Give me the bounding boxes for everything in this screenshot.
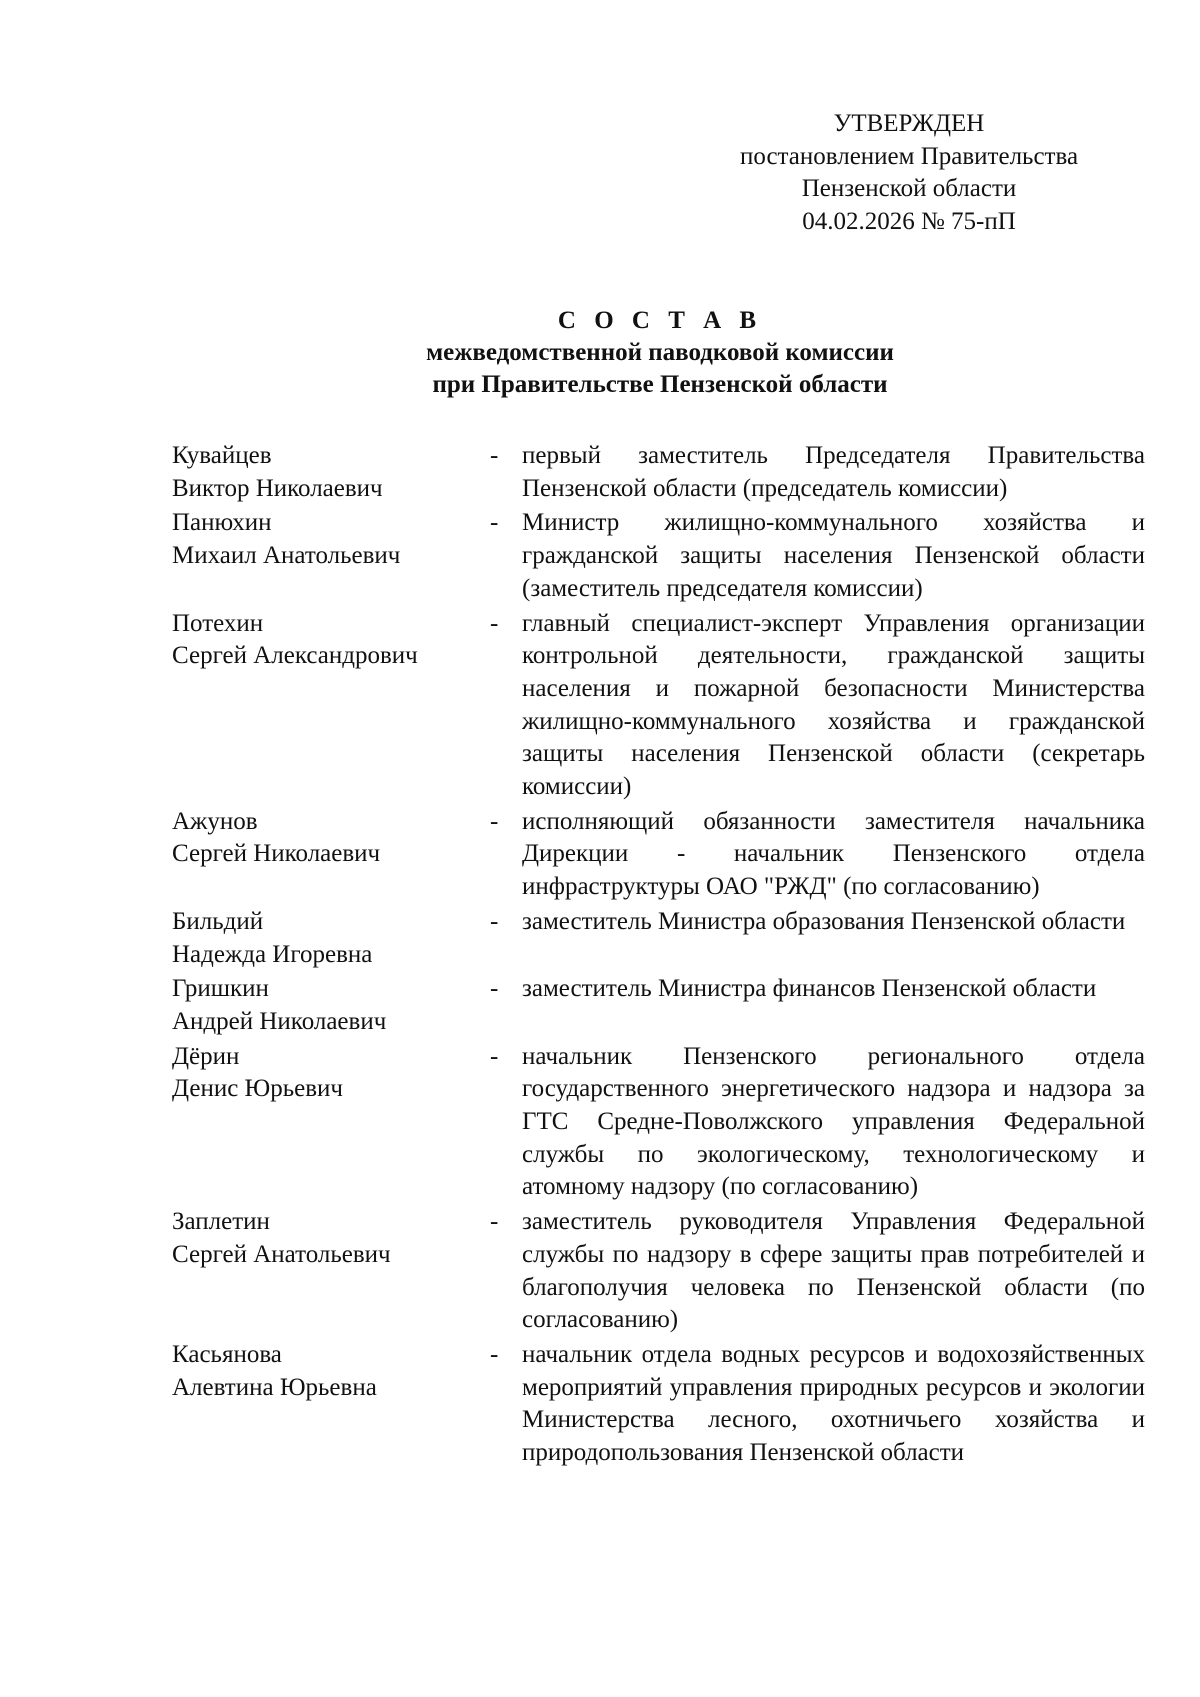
title-subheading-2: при Правительстве Пензенской области	[432, 371, 888, 398]
separator-dash: -	[490, 609, 499, 637]
approval-line-approved: УТВЕРЖДЕН	[833, 110, 985, 137]
member-row	[172, 1206, 1150, 1337]
separator-dash: -	[490, 442, 499, 469]
member-surname: Панюхин	[172, 509, 272, 537]
member-surname: Дёрин	[172, 1042, 240, 1070]
member-row	[172, 806, 1150, 904]
approval-line-decree: постановлением Правительства	[739, 142, 1079, 170]
member-surname: Потехин	[172, 609, 264, 637]
member-role: заместитель Министра финансов Пензенской области	[522, 975, 1097, 1003]
title-subheading: межведомственной паводковой комиссии	[426, 339, 894, 366]
member-given-names: Андрей Николаевич	[172, 1007, 387, 1035]
member-given-names: Сергей Николаевич	[172, 840, 381, 868]
member-role: исполняющий обязанности заместителя начальника Дирекции - начальник Пензенского отдела инфраструктуры ОАО "РЖД" (по согласованию)	[522, 807, 1145, 901]
member-name	[172, 806, 490, 871]
member-given-names: Алевтина Юрьевна	[172, 1373, 377, 1401]
separator-dash: -	[490, 509, 499, 537]
member-given-names: Сергей Александрович	[172, 642, 418, 670]
member-role: первый заместитель Председателя Правительства Пензенской области (председатель комиссии)	[522, 442, 1145, 502]
member-given-names: Михаил Анатольевич	[172, 542, 401, 570]
member-row	[172, 973, 1150, 1038]
separator-dash: -	[490, 1340, 499, 1368]
member-role: заместитель руководителя Управления Федеральной службы по надзору в сфере защиты прав потребителей и благополучия человека по Пензенской области (по согласованию)	[522, 1208, 1145, 1334]
member-row	[172, 1041, 1150, 1205]
separator-dash: -	[490, 1208, 499, 1236]
member-row	[172, 507, 1150, 605]
member-role: Министр жилищно-коммунального хозяйства и гражданской защиты населения Пензенской области (заместитель председателя комиссии)	[522, 509, 1145, 602]
member-row	[172, 906, 1150, 971]
member-role: начальник Пензенского регионального отдела государственного энергетического надзора и надзора за ГТС Средне-Поволжского управления Федеральной службы по экологическому, технологическому и атомному надзору (по согласованию)	[522, 1042, 1145, 1201]
approval-stamp	[690, 108, 1128, 238]
member-surname: Гришкин	[172, 975, 269, 1003]
member-given-names: Виктор Николаевич	[172, 474, 383, 502]
member-name	[172, 1041, 490, 1106]
separator-dash: -	[490, 1042, 499, 1070]
member-role: главный специалист-эксперт Управления организации контрольной деятельности, гражданской защиты населения и пожарной безопасности Министерства жилищно-коммунального хозяйства и гражданской защиты населения Пензенской области (секретарь комиссии)	[522, 609, 1145, 801]
member-given-names: Надежда Игоревна	[172, 940, 373, 968]
member-surname: Бильдий	[172, 907, 264, 935]
member-role: заместитель Министра образования Пензенской области	[522, 907, 1126, 935]
member-row	[172, 1339, 1150, 1470]
approval-line-date-number: 04.02.2026 № 75-пП	[802, 207, 1016, 235]
member-name	[172, 906, 490, 971]
member-name	[172, 608, 490, 673]
member-row	[172, 608, 1150, 804]
document-title	[0, 305, 1200, 401]
approval-line-region: Пензенской области	[801, 175, 1017, 202]
member-given-names: Сергей Анатольевич	[172, 1240, 391, 1268]
member-given-names: Денис Юрьевич	[172, 1075, 344, 1103]
member-name	[172, 1206, 490, 1271]
member-name	[172, 440, 490, 505]
member-role: начальник отдела водных ресурсов и водохозяйственных мероприятий управления природных ресурсов и экологии Министерства лесного, охотничьего хозяйства и природопользования Пензенской области	[522, 1340, 1145, 1467]
member-surname: Ажунов	[172, 807, 258, 835]
separator-dash: -	[490, 807, 499, 835]
title-heading: С О С Т А В	[557, 307, 763, 334]
member-surname: Заплетин	[172, 1208, 270, 1236]
member-name	[172, 973, 490, 1038]
members-list	[172, 440, 1150, 1472]
separator-dash: -	[490, 975, 499, 1003]
member-name	[172, 1339, 490, 1404]
member-surname: Кувайцев	[172, 442, 272, 469]
member-surname: Касьянова	[172, 1340, 282, 1368]
member-row	[172, 440, 1150, 505]
member-name	[172, 507, 490, 572]
separator-dash: -	[490, 907, 499, 935]
